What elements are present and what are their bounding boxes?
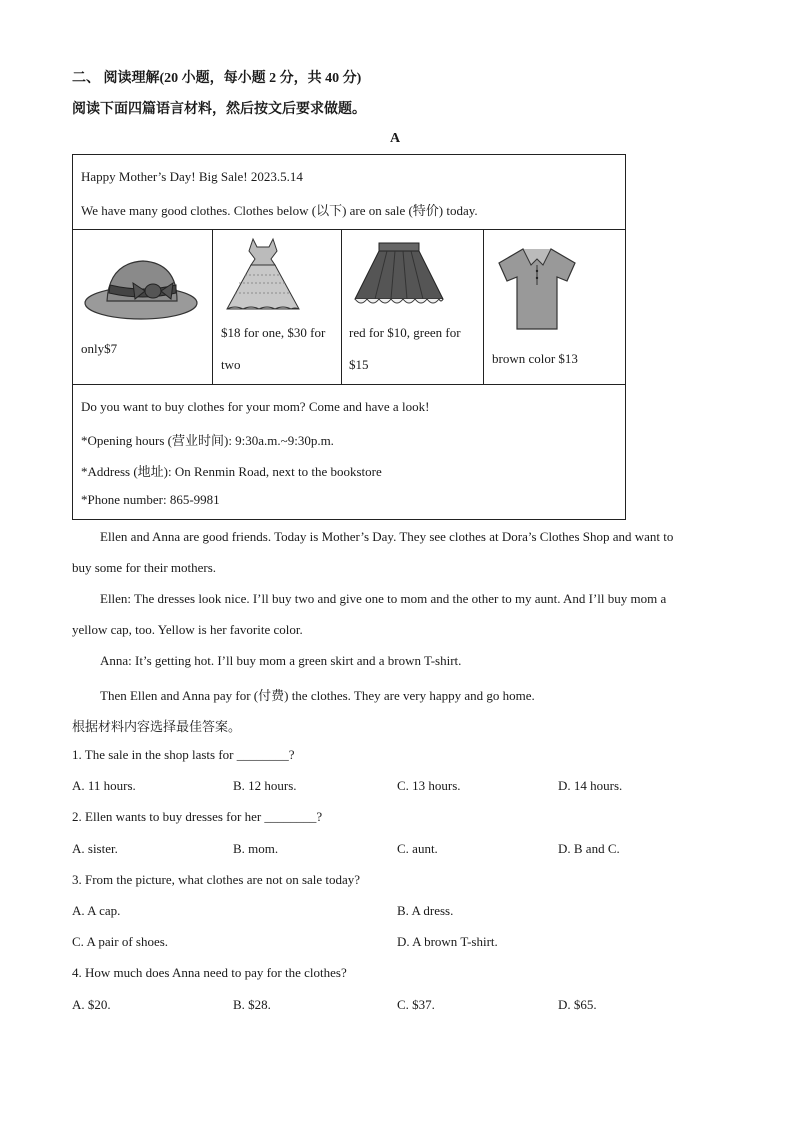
- choose-instruction: 根据材料内容选择最佳答案。: [72, 719, 242, 734]
- ad-intro-line: We have many good clothes. Clothes below (以下) are on sale (特价) today.: [81, 203, 478, 218]
- divider: [212, 229, 213, 384]
- tshirt-price: brown color $13: [492, 351, 578, 366]
- ad-address: *Address (地址): On Renmin Road, next to the bookstore: [81, 464, 382, 479]
- question-stem: 2. Ellen wants to buy dresses for her ________?: [72, 809, 323, 824]
- answer-option[interactable]: A. $20.: [72, 997, 111, 1012]
- dress-icon: [223, 237, 303, 317]
- hat-price: only$7: [81, 341, 118, 356]
- dress-price-line1: $18 for one, $30 for: [221, 325, 326, 340]
- answer-option[interactable]: D. A brown T-shirt.: [397, 934, 498, 949]
- answer-option[interactable]: B. mom.: [233, 841, 279, 856]
- skirt-price-line1: red for $10, green for: [349, 325, 461, 340]
- ad-opening-hours: *Opening hours (营业时间): 9:30a.m.~9:30p.m.: [81, 433, 334, 448]
- dress-price-line2: two: [221, 357, 241, 372]
- divider: [73, 229, 625, 230]
- story-paragraph: yellow cap, too. Yellow is her favorite color.: [72, 622, 303, 637]
- answer-option[interactable]: C. 13 hours.: [397, 778, 461, 793]
- divider: [483, 229, 484, 384]
- question-stem: 3. From the picture, what clothes are not on sale today?: [72, 872, 361, 887]
- answer-option[interactable]: C. $37.: [397, 997, 435, 1012]
- answer-option[interactable]: C. A pair of shoes.: [72, 934, 169, 949]
- story-paragraph: buy some for their mothers.: [72, 560, 217, 575]
- answer-option[interactable]: B. A dress.: [397, 903, 454, 918]
- answer-option[interactable]: B. 12 hours.: [233, 778, 297, 793]
- section-heading: 二、 阅读理解(20 小题，每小题 2 分，共 40 分): [72, 71, 362, 86]
- answer-option[interactable]: B. $28.: [233, 997, 271, 1012]
- answer-option[interactable]: C. aunt.: [397, 841, 438, 856]
- answer-option[interactable]: D. 14 hours.: [558, 778, 623, 793]
- answer-option[interactable]: D. B and C.: [558, 841, 620, 856]
- answer-option[interactable]: D. $65.: [558, 997, 597, 1012]
- answer-option[interactable]: A. 11 hours.: [72, 778, 136, 793]
- question-stem: 1. The sale in the shop lasts for ________?: [72, 747, 295, 762]
- passage-label: A: [390, 131, 401, 146]
- story-paragraph: Then Ellen and Anna pay for (付费) the clothes. They are very happy and go home.: [100, 688, 535, 703]
- story-paragraph: Ellen: The dresses look nice. I’ll buy two and give one to mom and the other to my aunt. And I’ll buy mom a: [100, 591, 667, 606]
- story-paragraph: Ellen and Anna are good friends. Today is Mother’s Day. They see clothes at Dora’s Clothes Shop and want to: [100, 529, 674, 544]
- ad-title-line: Happy Mother’s Day! Big Sale! 2023.5.14: [81, 169, 303, 184]
- sale-ad-box: [72, 154, 626, 520]
- ad-invite-line: Do you want to buy clothes for your mom? Come and have a look!: [81, 399, 430, 414]
- answer-option[interactable]: A. sister.: [72, 841, 118, 856]
- answer-option[interactable]: A. A cap.: [72, 903, 121, 918]
- skirt-icon: [351, 241, 447, 315]
- divider: [341, 229, 342, 384]
- instruction: 阅读下面四篇语言材料，然后按文后要求做题。: [72, 102, 366, 117]
- story-paragraph: Anna: It’s getting hot. I’ll buy mom a green skirt and a brown T-shirt.: [100, 653, 462, 668]
- question-stem: 4. How much does Anna need to pay for the clothes?: [72, 965, 347, 980]
- tshirt-icon: [495, 245, 579, 337]
- skirt-price-line2: $15: [349, 357, 369, 372]
- hat-icon: [83, 253, 199, 329]
- ad-phone: *Phone number: 865-9981: [81, 492, 220, 507]
- divider: [73, 384, 625, 385]
